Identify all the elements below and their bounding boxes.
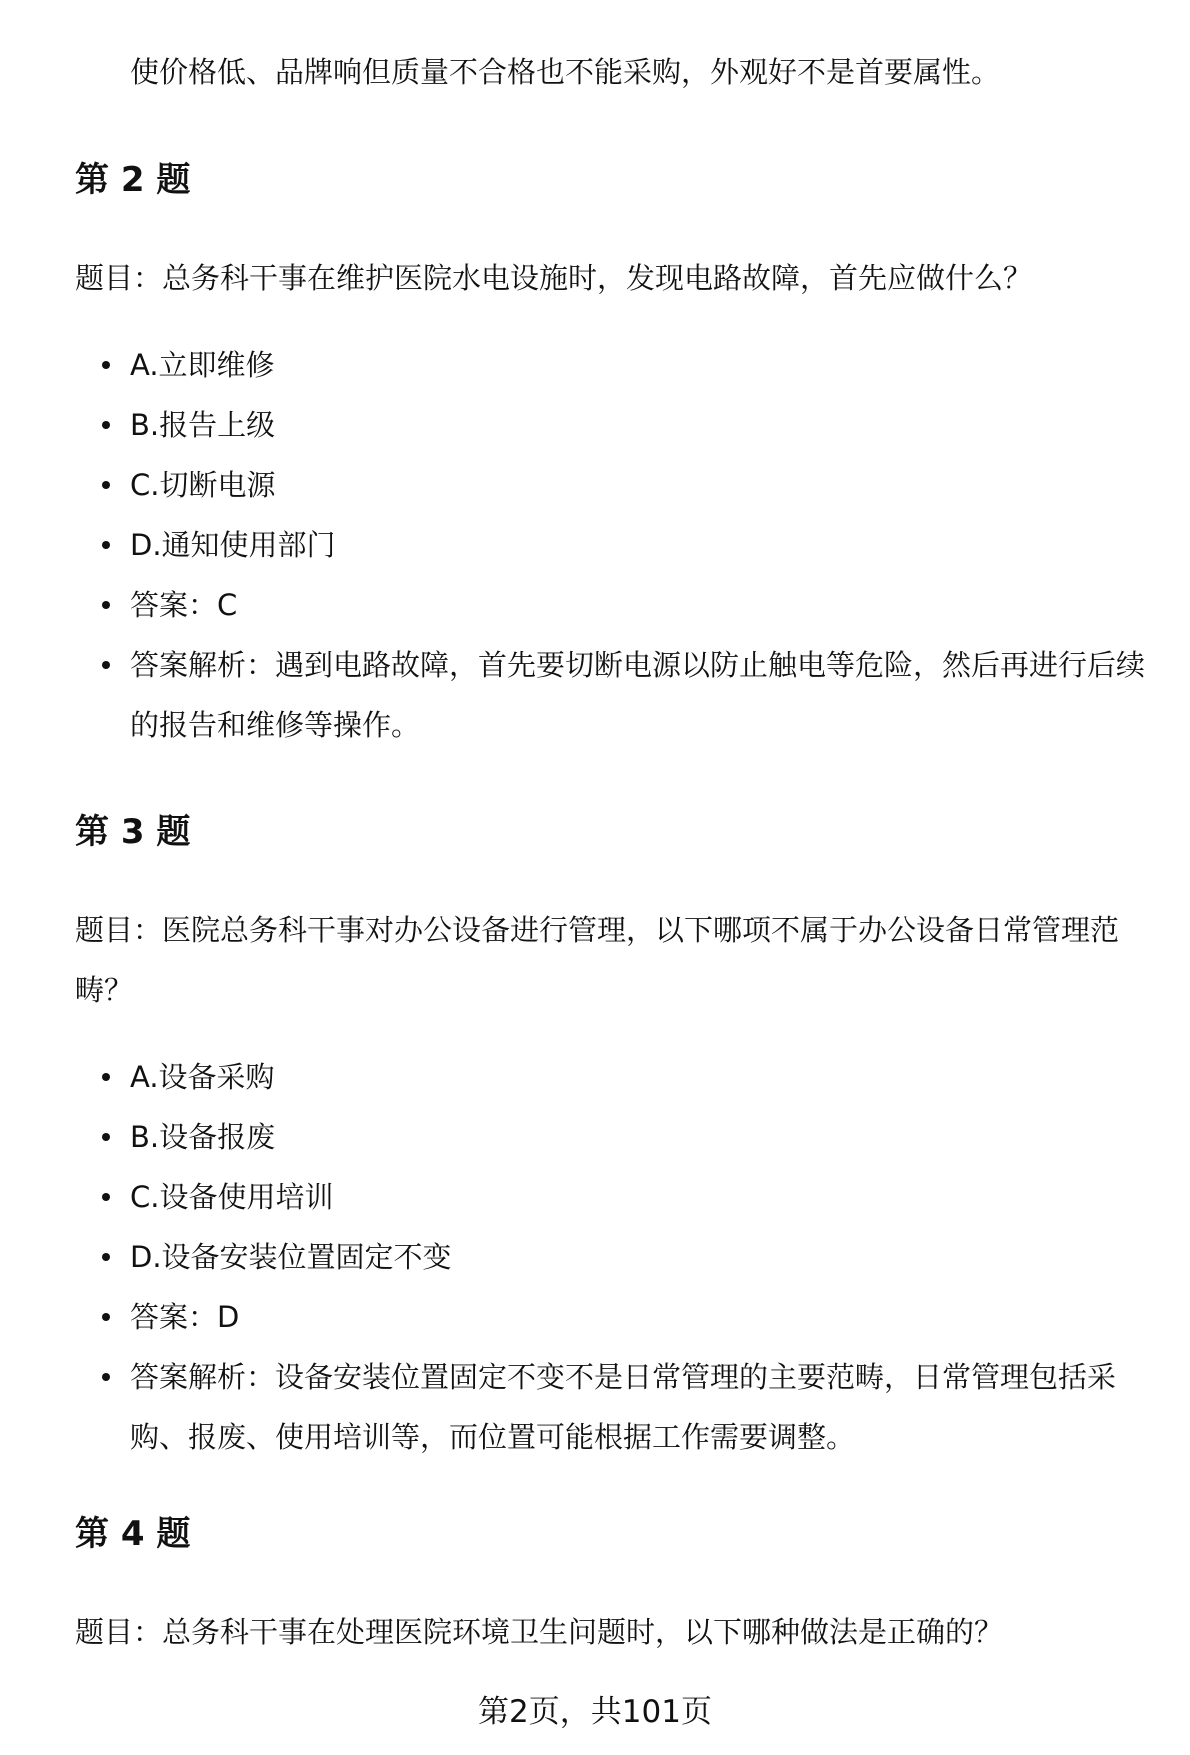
answer-text: 答案：D — [130, 1300, 240, 1334]
option-d: D.通知使用部门 — [130, 528, 336, 562]
bullet-icon — [102, 1133, 110, 1141]
bullet-icon — [102, 361, 110, 369]
question-3-stem: 题目：医院总务科干事对办公设备进行管理，以下哪项不属于办公设备日常管理范畴？ — [75, 913, 1120, 1007]
list-item — [0, 335, 1160, 395]
bullet-icon — [102, 1073, 110, 1081]
question-4-heading: 第 4 题 — [75, 1514, 191, 1554]
list-item — [0, 1287, 1160, 1347]
question-2-heading: 第 2 题 — [75, 160, 191, 200]
bullet-icon — [102, 1373, 110, 1381]
option-b: B.报告上级 — [130, 408, 276, 442]
page-number-footer: 第2页，共101页 — [478, 1694, 712, 1730]
bullet-icon — [102, 1313, 110, 1321]
list-item — [0, 1227, 1160, 1287]
option-d: D.设备安装位置固定不变 — [130, 1240, 452, 1274]
list-item — [0, 1347, 1160, 1467]
list-item — [0, 515, 1160, 575]
answer-text: 答案：C — [130, 588, 238, 622]
list-item — [0, 1047, 1160, 1107]
option-a: A.设备采购 — [130, 1060, 275, 1094]
option-b: B.设备报废 — [130, 1120, 276, 1154]
bullet-icon — [102, 1193, 110, 1201]
list-item — [0, 395, 1160, 455]
bullet-icon — [102, 661, 110, 669]
bullet-icon — [102, 541, 110, 549]
question-2-options — [0, 335, 1190, 755]
option-c: C.设备使用培训 — [130, 1180, 334, 1214]
continued-explanation-text: 使价格低、品牌响但质量不合格也不能采购，外观好不是首要属性。 — [130, 55, 1001, 89]
answer-explanation: 答案解析：遇到电路故障，首先要切断电源以防止触电等危险，然后再进行后续的报告和维修等操作。 — [130, 648, 1146, 742]
bullet-icon — [102, 601, 110, 609]
answer-explanation: 答案解析：设备安装位置固定不变不是日常管理的主要范畴，日常管理包括采购、报废、使用培训等，而位置可能根据工作需要调整。 — [130, 1360, 1117, 1454]
list-item — [0, 1107, 1160, 1167]
option-a: A.立即维修 — [130, 348, 275, 382]
list-item — [0, 635, 1160, 755]
bullet-icon — [102, 421, 110, 429]
option-c: C.切断电源 — [130, 468, 276, 502]
question-3-heading: 第 3 题 — [75, 812, 191, 852]
question-3-options — [0, 1047, 1190, 1467]
question-4-stem: 题目：总务科干事在处理医院环境卫生问题时，以下哪种做法是正确的？ — [75, 1615, 1004, 1649]
list-item — [0, 575, 1160, 635]
bullet-icon — [102, 481, 110, 489]
list-item — [0, 455, 1160, 515]
bullet-icon — [102, 1253, 110, 1261]
question-2-stem: 题目：总务科干事在维护医院水电设施时，发现电路故障，首先应做什么？ — [75, 261, 1033, 295]
list-item — [0, 1167, 1160, 1227]
